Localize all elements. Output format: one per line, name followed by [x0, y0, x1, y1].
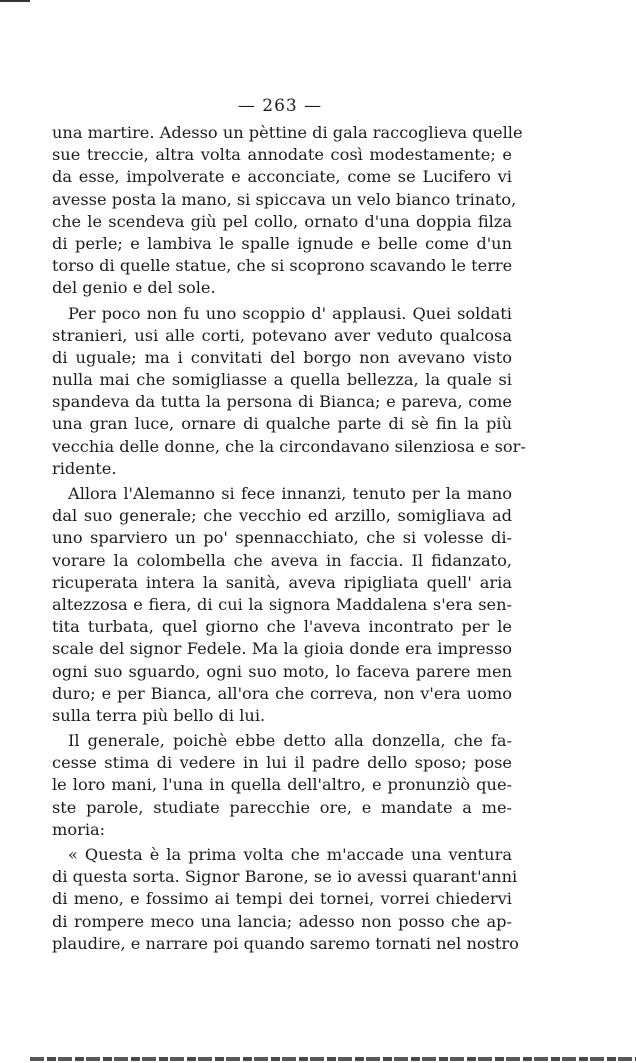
text-line: del genio e del sole.	[52, 278, 216, 298]
body-text	[52, 122, 526, 958]
paragraph-5	[52, 844, 519, 955]
text-line: nulla mai che somigliasse a quella bellezza, la quale si	[52, 370, 512, 390]
text-line: spandeva da tutta la persona di Bianca; e pareva, come	[52, 392, 512, 412]
text-line: altezzosa e fiera, di cui la signora Maddalena s'era sen-	[52, 594, 512, 614]
text-line: di questa sorta. Signor Barone, se io avessi quarant'anni	[52, 867, 518, 887]
text-line: Allora l'Alemanno si fece innanzi, tenuto per la mano	[68, 484, 512, 503]
page-number-header: — 263 —	[237, 96, 323, 116]
text-line: cesse stima di vedere in lui il padre dello sposo; pose	[52, 753, 512, 773]
text-line: Il generale, poichè ebbe detto alla donzella, che fa-	[68, 731, 512, 751]
text-line: sue treccie, altra volta annodate così modestamente; e	[52, 145, 512, 165]
text-line: una martire. Adesso un pèttine di gala raccoglieva quelle	[52, 123, 523, 142]
text-line: di perle; e lambiva le spalle ignude e belle come d'un	[52, 233, 512, 253]
paragraph-2	[52, 303, 526, 481]
text-line: di uguale; ma i convitati del borgo non avevano visto	[52, 347, 512, 367]
text-line: le loro mani, l'una in quella dell'altro, e pronunziò que-	[52, 775, 512, 795]
text-line: moria:	[52, 819, 106, 839]
text-line: torso di quelle statue, che si scoprono scavando le terre	[52, 256, 513, 276]
text-line: di rompere meco una lancia; adesso non posso che ap-	[52, 911, 512, 931]
text-line: vorare la colombella che aveva in faccia. Il fidanzato,	[52, 550, 512, 570]
text-line: uno sparviero un po' spennacchiato, che si volesse di-	[52, 528, 512, 548]
text-line: ricuperata intera la sanità, aveva ripigliata quell' aria	[52, 572, 512, 592]
text-line: che le scendeva giù pel collo, ornato d'una doppia filza	[52, 211, 512, 231]
text-line: plaudire, e narrare poi quando saremo tornati nel nostro	[52, 933, 519, 953]
text-line: Per poco non fu uno scoppio d' applausi. Quei soldati	[68, 303, 512, 323]
paragraph-4	[52, 730, 512, 841]
text-line: ste parole, studiate parecchie ore, e mandate a me-	[52, 797, 512, 817]
text-line: dal suo generale; che vecchio ed arzillo, somigliava ad	[52, 506, 512, 526]
text-line: avesse posta la mano, si spiccava un velo bianco trinato,	[52, 189, 517, 209]
text-line: sulla terra più bello di lui.	[52, 705, 266, 725]
text-line: di meno, e fossimo ai tempi dei tornei, vorrei chiedervi	[52, 889, 512, 909]
text-line: duro; e per Bianca, all'ora che correva, non v'era uomo	[52, 683, 512, 703]
text-line: stranieri, usi alle corti, potevano aver veduto qualcosa	[52, 325, 512, 345]
text-line: tita turbata, quel giorno che l'aveva incontrato per le	[52, 617, 512, 637]
scan-bottom-edge	[30, 1057, 636, 1061]
paragraph-1	[52, 122, 523, 300]
scan-edge-mark	[0, 0, 30, 2]
text-line: ridente.	[52, 458, 117, 478]
text-line: vecchia delle donne, che la circondavano silenziosa e sor-	[52, 436, 526, 456]
text-line: ogni suo sguardo, ogni suo moto, lo faceva parere men	[52, 661, 512, 681]
text-line: « Questa è la prima volta che m'accade una ventura	[68, 845, 512, 864]
text-line: scale del signor Fedele. Ma la gioia donde era impresso	[52, 639, 512, 659]
text-line: da esse, impolverate e acconciate, come se Lucifero vi	[52, 167, 512, 187]
text-line: una gran luce, ornare di qualche parte di sè fin la più	[52, 414, 512, 434]
paragraph-3	[52, 483, 512, 727]
